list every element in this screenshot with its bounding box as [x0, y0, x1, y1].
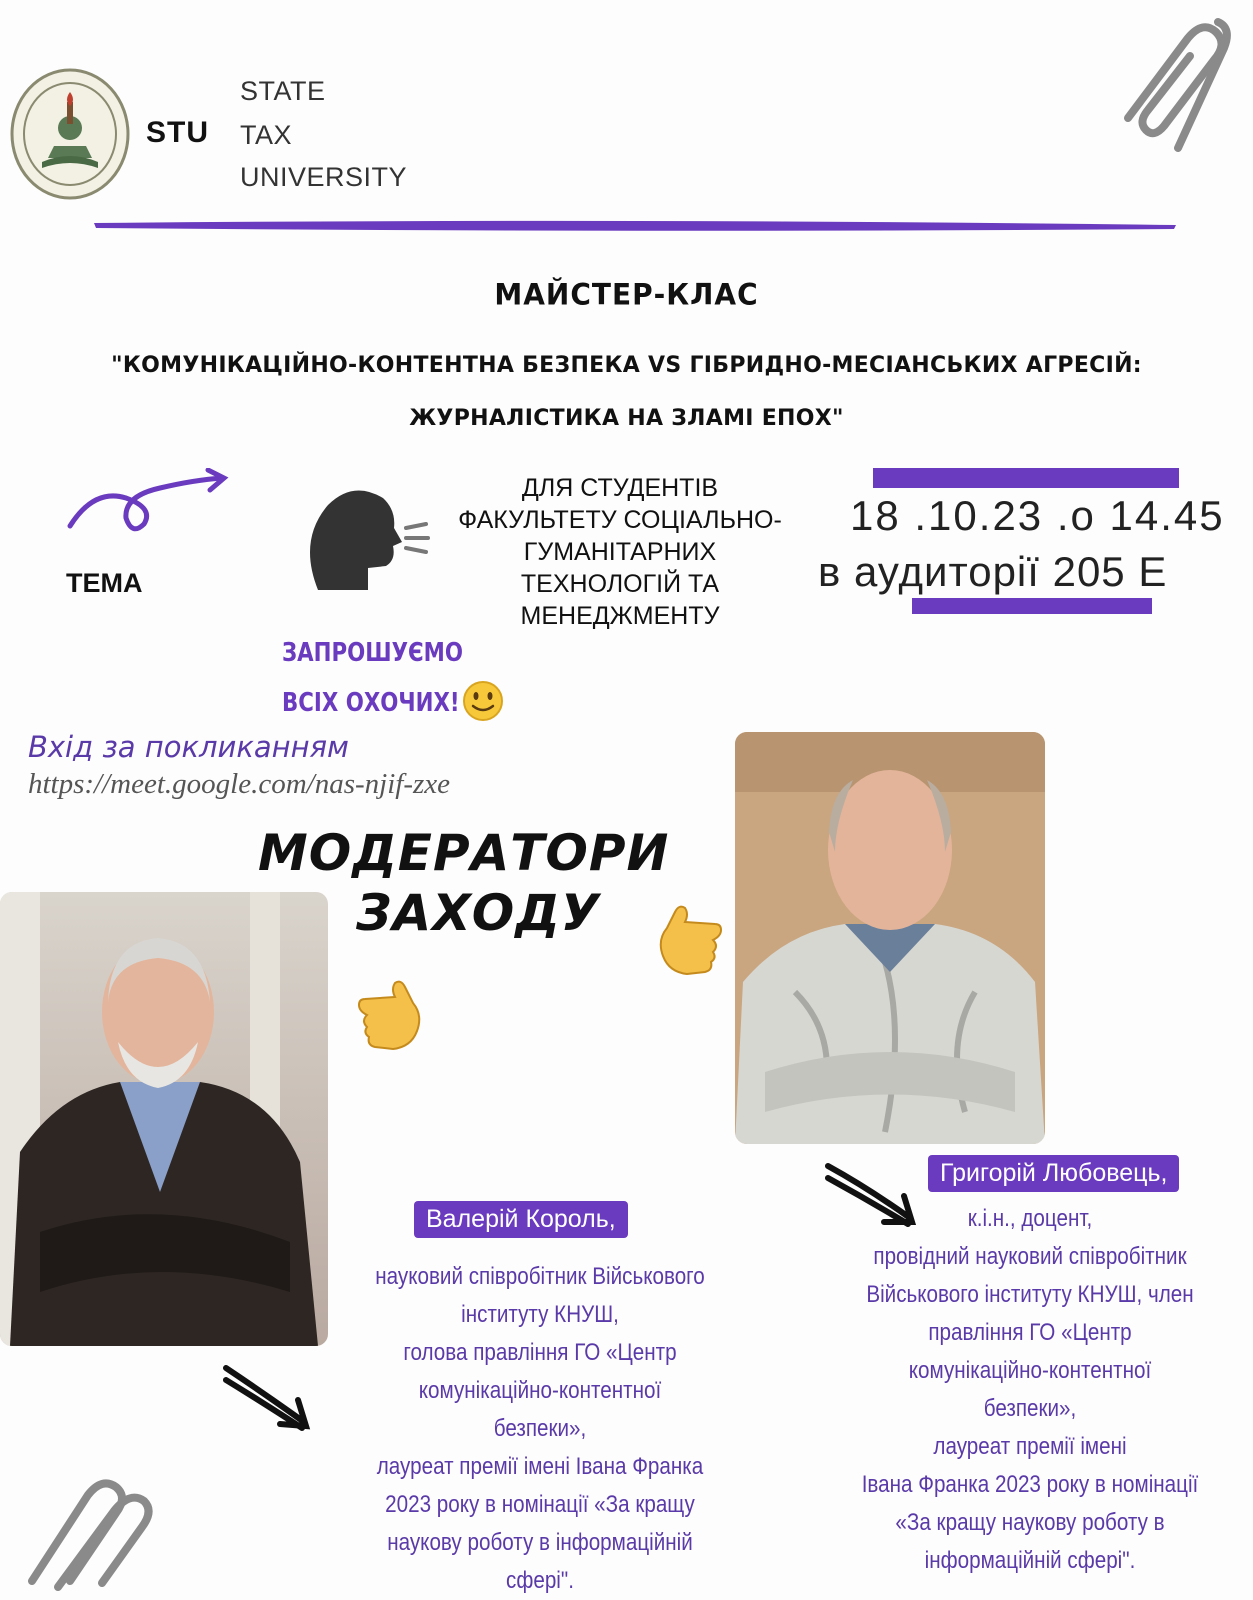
- speaking-head-icon: [298, 480, 433, 600]
- invitation-text: [282, 628, 463, 728]
- swirl-arrow-icon: [64, 468, 234, 538]
- university-name-line: UNIVERSITY: [240, 162, 408, 192]
- event-room: в аудиторії 205 Е: [818, 548, 1168, 595]
- moderators-heading: ЗАХОДУ: [356, 884, 601, 942]
- audience-line: ТЕХНОЛОГІЙ ТА: [520, 570, 720, 598]
- moderators-heading: МОДЕРАТОРИ: [258, 824, 670, 882]
- audience-line: ГУМАНІТАРНИХ: [523, 538, 717, 566]
- invitation-line: ЗАПРОШУЄМО: [282, 638, 464, 668]
- university-name-line: STATE: [240, 76, 326, 106]
- moderator-name-left: Валерій Король,: [414, 1201, 628, 1238]
- pointing-hand-icon: [645, 900, 725, 975]
- smiley-icon: [462, 680, 504, 722]
- bio-line: інформаційній сфері".: [924, 1547, 1136, 1574]
- bio-line: 2023 року в номінації «За кращу: [385, 1491, 695, 1518]
- bio-line: Івана Франка 2023 року в номінації: [861, 1471, 1199, 1498]
- event-title-line: "КОМУНІКАЦІЙНО-КОНТЕНТНА БЕЗПЕКА VS ГІБРИДНО-МЕСІАНСЬКИХ АГРЕСІЙ:: [111, 353, 1142, 378]
- university-seal-icon: [8, 66, 132, 202]
- event-type: МАЙСТЕР-КЛАС: [494, 277, 759, 312]
- invitation-line: ВСІХ ОХОЧИХ!: [282, 688, 460, 718]
- moderator-photo-right: [735, 732, 1045, 1144]
- audience-line: ДЛЯ СТУДЕНТІВ: [521, 474, 719, 502]
- bio-line: безпеки»,: [493, 1415, 587, 1442]
- header-divider: [90, 216, 1180, 234]
- event-title-line: ЖУРНАЛІСТИКА НА ЗЛАМІ ЕПОХ": [409, 406, 844, 431]
- bio-line: наукову роботу в інформаційній: [387, 1529, 693, 1556]
- entry-label: Вхід за покликанням: [28, 730, 349, 764]
- paperclip-icon: [1108, 8, 1243, 158]
- bio-line: голова правління ГО «Центр: [403, 1339, 677, 1366]
- bio-line: Військового інституту КНУШ, член: [866, 1281, 1194, 1308]
- paperclip-icon: [18, 1455, 158, 1595]
- moderator-photo-left: [0, 892, 328, 1346]
- bio-line: «За кращу наукову роботу в: [895, 1509, 1165, 1536]
- moderator-bio-right: [832, 1200, 1228, 1580]
- accent-bar: [912, 598, 1152, 614]
- bio-line: к.і.н., доцент,: [967, 1205, 1093, 1232]
- bio-line: безпеки»,: [983, 1395, 1077, 1422]
- audience-line: ФАКУЛЬТЕТУ СОЦІАЛЬНО-: [458, 506, 782, 534]
- moderator-bio-left: [351, 1258, 729, 1600]
- audience-line: МЕНЕДЖМЕНТУ: [520, 602, 720, 630]
- bio-line: інституту КНУШ,: [461, 1301, 619, 1328]
- university-abbr: STU: [146, 116, 209, 149]
- bio-line: провідний науковий співробітник: [873, 1243, 1187, 1270]
- bio-line: сфері".: [506, 1567, 574, 1594]
- arrow-down-right-icon: [222, 1362, 317, 1437]
- audience-info: [420, 472, 820, 632]
- pointing-hand-icon: [355, 975, 425, 1055]
- bio-line: правління ГО «Центр: [928, 1319, 1132, 1346]
- theme-label: ТЕМА: [66, 568, 143, 598]
- accent-bar: [873, 468, 1179, 488]
- bio-line: науковий співробітник Військового: [375, 1263, 705, 1290]
- moderator-name-right: Григорій Любовець,: [928, 1155, 1179, 1192]
- bio-line: лауреат премії імені Івана Франка: [376, 1453, 704, 1480]
- event-date-time: 18 .10.23 .о 14.45: [850, 492, 1225, 539]
- meeting-link[interactable]: https://meet.google.com/nas-njif-zxe: [28, 768, 451, 800]
- bio-line: лауреат премії імені: [933, 1433, 1127, 1460]
- bio-line: комунікаційно-контентної: [908, 1357, 1152, 1384]
- bio-line: комунікаційно-контентної: [418, 1377, 662, 1404]
- university-name-line: TAX: [240, 120, 293, 150]
